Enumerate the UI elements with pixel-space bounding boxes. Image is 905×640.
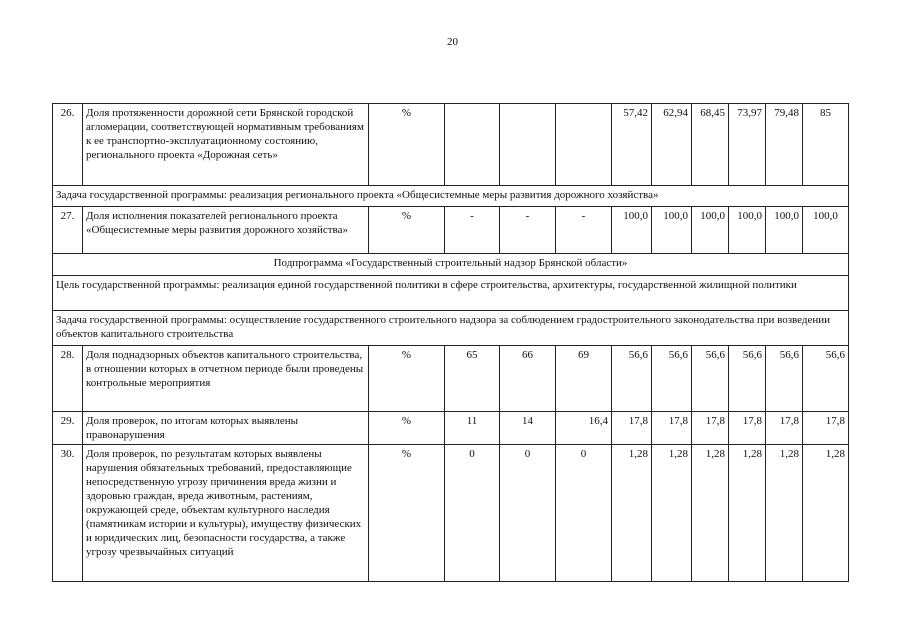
value-cell: 100,0	[692, 207, 729, 254]
unit-cell: %	[369, 346, 445, 412]
goal-heading: Цель государственной программы: реализация единой государственной политики в сфере строительства, архитектуры, государственной жилищной политики	[53, 276, 849, 311]
unit-cell: %	[369, 104, 445, 186]
value-cell	[556, 104, 612, 186]
unit-cell: %	[369, 445, 445, 582]
table-row	[53, 412, 849, 445]
value-cell: 17,8	[766, 412, 803, 445]
task-heading: Задача государственной программы: реализация регионального проекта «Общесистемные меры развития дорожного хозяйства»	[53, 186, 849, 207]
value-cell: 1,28	[692, 445, 729, 582]
row-number: 28.	[53, 346, 83, 412]
unit-cell: %	[369, 207, 445, 254]
value-cell: 100,0	[803, 207, 849, 254]
value-cell: -	[500, 207, 556, 254]
value-cell: 14	[500, 412, 556, 445]
row-number: 30.	[53, 445, 83, 582]
value-cell: -	[445, 207, 500, 254]
value-cell: 85	[803, 104, 849, 186]
table-row	[53, 311, 849, 346]
value-cell: 73,97	[729, 104, 766, 186]
value-cell: 56,6	[766, 346, 803, 412]
value-cell: 100,0	[766, 207, 803, 254]
value-cell: 56,6	[612, 346, 652, 412]
row-number: 29.	[53, 412, 83, 445]
table-row	[53, 445, 849, 582]
value-cell: 17,8	[692, 412, 729, 445]
row-number: 26.	[53, 104, 83, 186]
indicator-name: Доля исполнения показателей регионального проекта «Общесистемные меры развития дорожного хозяйства»	[83, 207, 369, 254]
value-cell: 17,8	[803, 412, 849, 445]
value-cell: 17,8	[729, 412, 766, 445]
table-row	[53, 276, 849, 311]
indicator-name: Доля проверок, по итогам которых выявлены правонарушения	[83, 412, 369, 445]
value-cell: 17,8	[652, 412, 692, 445]
value-cell: 79,48	[766, 104, 803, 186]
value-cell: 56,6	[652, 346, 692, 412]
unit-cell: %	[369, 412, 445, 445]
value-cell: 11	[445, 412, 500, 445]
table-row	[53, 346, 849, 412]
value-cell: 57,42	[612, 104, 652, 186]
table-row	[53, 207, 849, 254]
value-cell: 100,0	[729, 207, 766, 254]
value-cell: 68,45	[692, 104, 729, 186]
value-cell: 65	[445, 346, 500, 412]
indicator-name: Доля проверок, по результатам которых выявлены нарушения обязательных требований, предоставляющие непосредственную угрозу причинения вреда жизни и здоровью граждан, вреда животным, растениям, окружающей среде, объектам культурного наследия (памятникам истории и культуры), имуществу физических и юридических лиц, безопасности государства, а также угрозу чрезвычайных ситуаций	[83, 445, 369, 582]
value-cell: 16,4	[556, 412, 612, 445]
value-cell	[445, 104, 500, 186]
table-row	[53, 186, 849, 207]
value-cell: 56,6	[729, 346, 766, 412]
indicator-name: Доля протяженности дорожной сети Брянской городской агломерации, соответствующей нормативным требованиям к ее транспортно-эксплуатационному состоянию, регионального проекта «Дорожная сеть»	[83, 104, 369, 186]
table-row	[53, 254, 849, 276]
value-cell: 66	[500, 346, 556, 412]
value-cell: 0	[500, 445, 556, 582]
value-cell: 17,8	[612, 412, 652, 445]
value-cell: 1,28	[729, 445, 766, 582]
indicators-table	[52, 103, 849, 582]
value-cell: 69	[556, 346, 612, 412]
value-cell: 1,28	[766, 445, 803, 582]
table-row	[53, 104, 849, 186]
value-cell: 0	[556, 445, 612, 582]
value-cell: 56,6	[803, 346, 849, 412]
value-cell: 100,0	[652, 207, 692, 254]
page-number: 20	[447, 36, 458, 48]
value-cell: 62,94	[652, 104, 692, 186]
subprogram-heading: Подпрограмма «Государственный строительный надзор Брянской области»	[53, 254, 849, 276]
indicator-name: Доля поднадзорных объектов капитального строительства, в отношении которых в отчетном периоде были проведены контрольные мероприятия	[83, 346, 369, 412]
value-cell: 1,28	[612, 445, 652, 582]
value-cell: 1,28	[652, 445, 692, 582]
value-cell: 0	[445, 445, 500, 582]
value-cell: 100,0	[612, 207, 652, 254]
value-cell: 1,28	[803, 445, 849, 582]
task-heading: Задача государственной программы: осуществление государственного строительного надзора за соблюдением градостроительного законодательства при возведении объектов капитального строительства	[53, 311, 849, 346]
value-cell	[500, 104, 556, 186]
value-cell: -	[556, 207, 612, 254]
value-cell: 56,6	[692, 346, 729, 412]
row-number: 27.	[53, 207, 83, 254]
